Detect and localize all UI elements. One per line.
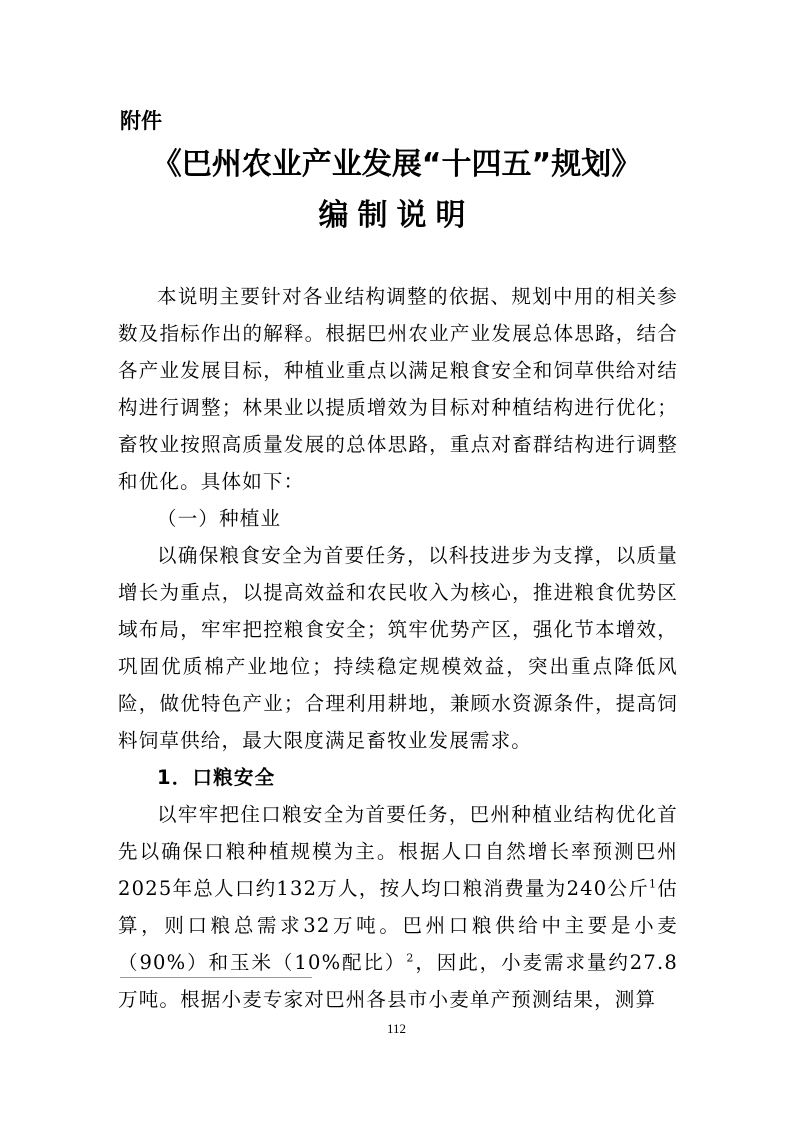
page-number: 112 <box>386 1021 407 1036</box>
section-heading-planting: （一）种植业 <box>157 507 282 530</box>
grain-text-part-1: 以牢牢把住口粮安全为首要任务，巴州种植业结构优化首先以确保口粮种植规模为主。根据人口自然增长率预测巴州2025年总人口约132万人，按人均口粮消费量为240公斤 <box>118 803 678 900</box>
document-title: 《巴州农业产业发展“十四五”规划》 <box>151 147 642 182</box>
footnote-ref-1[interactable]: 1 <box>649 877 658 891</box>
planting-paragraph: 以确保粮食安全为首要任务，以科技进步为支撑，以质量增长为重点，以提高效益和农民收入为核心，推进粮食优势区域布局，牢牢把控粮食安全；筑牢优势产区，强化节本增效，巩固优质棉产业地位；持续稳定规模效益，突出重点降低风险，做优特色产业；合理利用耕地，兼顾水资源条件，提高饲料饲草供给，最大限度满足畜牧业发展需求。 <box>118 544 678 752</box>
document-subtitle: 编制说明 <box>318 198 475 233</box>
document-body <box>118 278 678 1018</box>
footnote-divider <box>120 977 312 978</box>
subsection-heading-grain-security: 1．口粮安全 <box>157 766 276 789</box>
grain-text-part-3: ，因此，小麦需求量约27.8万吨。根据小麦专家对巴州各县市小麦单产预测结果，测算 <box>118 951 679 1011</box>
footnote-ref-2[interactable]: 2 <box>406 951 415 965</box>
intro-paragraph: 本说明主要针对各业结构调整的依据、规划中用的相关参数及指标作出的解释。根据巴州农业产业发展总体思路，结合各产业发展目标，种植业重点以满足粮食安全和饲草供给对结构进行调整；林果业以提质增效为目标对种植结构进行优化；畜牧业按照高质量发展的总体思路，重点对畜群结构进行调整和优化。具体如下： <box>118 285 678 493</box>
grain-text-part-2: 估算，则口粮总需求32万吨。巴州口粮供给中主要是小麦（90%）和玉米（10%配比） <box>118 877 678 974</box>
grain-security-paragraph <box>118 796 678 1018</box>
attachment-label: 附件 <box>120 109 162 133</box>
